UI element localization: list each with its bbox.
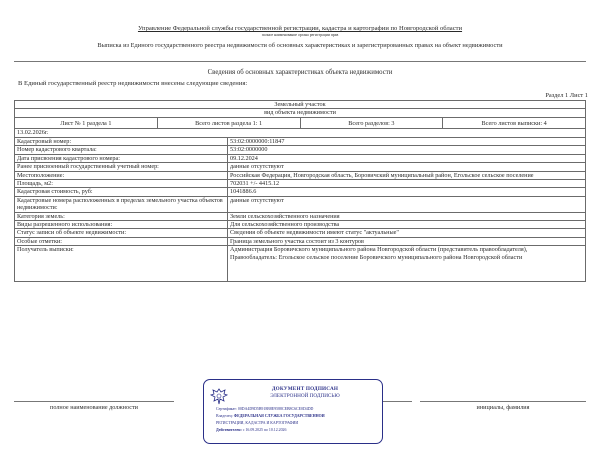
owner-label: Владелец: <box>216 414 233 418</box>
row-value: 53:02:0000000 <box>228 146 586 154</box>
row-key: Особые отметки: <box>15 237 228 245</box>
list-number: Лист № 1 раздела 1 <box>15 117 158 128</box>
name-caption: инициалы, фамилия <box>476 404 530 411</box>
row-value: данные отсутствуют <box>228 196 586 212</box>
position-caption: полное наименование должности <box>50 404 138 411</box>
characteristics-table <box>14 137 586 282</box>
agency-caption: полное наименование органа регистрации прав <box>261 33 339 37</box>
eagle-emblem-icon <box>208 386 230 408</box>
row-value: Земли сельскохозяйственного назначения <box>228 212 586 220</box>
table-row <box>15 138 586 146</box>
stamp-validity <box>216 428 380 433</box>
agency-name: Управление Федеральной службы государственной регистрации, кадастра и картографии по Новгородской области <box>137 25 463 32</box>
row-value: данные отсутствуют <box>228 163 586 171</box>
owner-value: ФЕДЕРАЛЬНАЯ СЛУЖБА ГОСУДАРСТВЕННОЙ <box>233 414 325 418</box>
stamp-subtitle: ЭЛЕКТРОННОЙ ПОДПИСЬЮ <box>270 393 340 399</box>
name-line <box>420 401 586 402</box>
row-value: Для сельскохозяйственного производства <box>228 221 586 229</box>
table-row <box>15 154 586 162</box>
stamp-certificate <box>216 407 380 412</box>
recipient-key: Получатель выписки: <box>15 246 228 282</box>
table-row <box>15 180 586 188</box>
table-row <box>15 237 586 245</box>
extract-date: 13.02.2026г. <box>15 128 586 137</box>
row-value: 09.12.2024 <box>228 154 586 162</box>
row-key: Статус записи об объекте недвижимости: <box>15 229 228 237</box>
row-key: Кадастровая стоимость, руб: <box>15 188 228 196</box>
row-key: Площадь, м2: <box>15 180 228 188</box>
row-key: Виды разрешенного использования: <box>15 221 228 229</box>
row-value: 53:02:0000000:11847 <box>228 138 586 146</box>
extract-title: Выписка из Единого государственного реестра недвижимости об основных характеристиках и зарегистрированных правах на объект недвижимости <box>97 42 503 49</box>
row-key: Кадастровый номер: <box>15 138 228 146</box>
row-key: Кадастровые номера расположенных в пределах земельного участка объектов недвижимости: <box>15 196 228 212</box>
row-key: Категория земель: <box>15 212 228 220</box>
table-row <box>15 229 586 237</box>
row-key: Дата присвоения кадастрового номера: <box>15 154 228 162</box>
section-title: Сведения об основных характеристиках объекта недвижимости <box>207 69 393 76</box>
table-row <box>15 188 586 196</box>
object-type-caption: вид объекта недвижимости <box>15 109 586 117</box>
validity-value: с 16.09.2025 по 10.12.2026 <box>242 428 287 432</box>
intro-text: В Единый государственный реестр недвижимости внесены следующие сведения: <box>18 80 248 87</box>
position-line <box>14 401 174 402</box>
recipient-value <box>228 246 586 282</box>
recipient-owner: Правообладатель: Егольское сельское поселение Боровичского муниципального района Новгородской области <box>230 253 523 261</box>
table-row <box>15 146 586 154</box>
row-value: 702031 +/- 4415.12 <box>228 180 586 188</box>
stamp-title: ДОКУМЕНТ ПОДПИСАН <box>271 386 339 392</box>
recipient-representative: Администрация Боровичского муниципального района Новгородской области (представитель правообладателя), <box>230 246 528 254</box>
row-key: Ранее присвоенный государственный учетный номер: <box>15 163 228 171</box>
stamp-owner-continued: РЕГИСТРАЦИИ, КАДАСТРА И КАРТОГРАФИИ <box>216 421 299 425</box>
total-lists-extract: Всего листов выписки: 4 <box>443 117 586 128</box>
row-value: Граница земельного участка состоит из 3 контуров <box>228 237 586 245</box>
certificate-value: 00DA4D9D5B918B8E9588CEB8C6CE0D4DD <box>237 407 314 411</box>
signature-line <box>382 401 412 402</box>
table-row <box>15 221 586 229</box>
row-value: 1041886.6 <box>228 188 586 196</box>
table-row <box>15 196 586 212</box>
total-sections: Всего разделов: 3 <box>300 117 443 128</box>
table-row <box>15 171 586 179</box>
razdel-label: Раздел 1 Лист 1 <box>545 92 588 99</box>
header-divider <box>14 61 586 62</box>
stamp-owner <box>216 414 380 419</box>
row-key: Номер кадастрового квартала: <box>15 146 228 154</box>
object-type: Земельный участок <box>15 101 586 109</box>
row-key: Местоположение: <box>15 171 228 179</box>
object-header-table <box>14 100 586 138</box>
table-row <box>15 212 586 220</box>
table-row <box>15 163 586 171</box>
recipient-row <box>15 246 586 282</box>
e-signature-stamp <box>203 379 383 444</box>
row-value: Сведения об объекте недвижимости имеют статус "актуальные" <box>228 229 586 237</box>
row-value: Российская Федерация, Новгородская область, Боровичский муниципальный район, Егольское сельское поселение <box>228 171 586 179</box>
total-lists-section: Всего листов раздела 1: 1 <box>157 117 300 128</box>
validity-label: Действителен: <box>216 428 242 432</box>
certificate-label: Сертификат: <box>216 407 237 411</box>
